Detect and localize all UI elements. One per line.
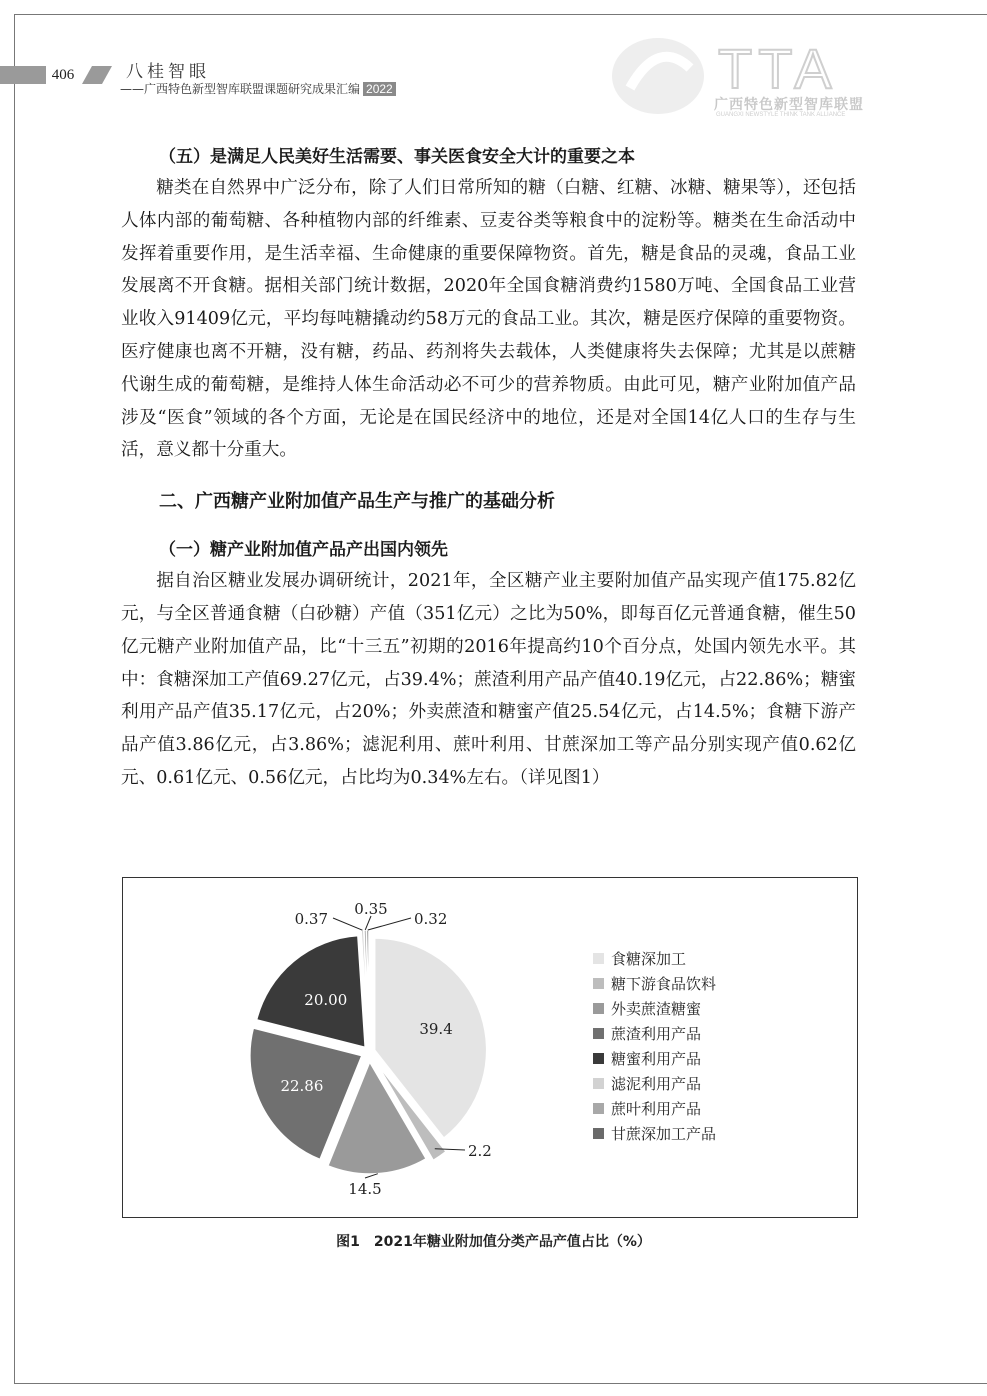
legend-swatch	[593, 953, 604, 964]
pie-leader-line	[365, 916, 371, 930]
logo-english: GUANGXI NEWSTYLE THINK TANK ALLIANCE	[716, 112, 846, 118]
legend-swatch	[593, 978, 604, 989]
legend-label: 糖下游食品饮料	[611, 975, 717, 993]
legend-swatch	[593, 1128, 604, 1139]
pie-data-label: 22.86	[280, 1077, 324, 1096]
legend-swatch	[593, 1003, 604, 1014]
figure-caption: 图1 2021年糖业附加值分类产品产值占比（%）	[336, 1234, 651, 1250]
page-number: 406	[51, 67, 75, 83]
chart-legend	[593, 946, 716, 1146]
legend-swatch	[593, 1103, 604, 1114]
running-subtitle-text: ——广西特色新型智库联盟课题研究成果汇编	[120, 82, 361, 96]
section-5-paragraph: 糖类在自然界中广泛分布，除了人们日常所知的糖（白糖、红糖、冰糖、糖果等），还包括人体内部的葡萄糖、各种植物内部的纤维素、豆麦谷类等粮食中的淀粉等。糖类在生命活动中发挥着重要作用，是生活幸福、生命健康的重要保障物资。首先，糖是食品的灵魂，食品工业发展离不开食糖。据相关部门统计数据，2020年全国食糖消费约1580万吨、全国食品工业营业收入91409亿元，平均每吨糖撬动约58万元的食品工业。其次，糖是医疗保障的重要物资。医疗健康也离不开糖，没有糖，药品、药剂将失去载体，人类健康将失去保障；尤其是以蔗糖代谢生成的葡萄糖，是维持人体生命活动必不可少的营养物质。由此可见，糖产业附加值产品涉及“医食”领域的各个方面，无论是在国民经济中的地位，还是对全国14亿人口的生存与生活，意义都十分重大。	[121, 178, 856, 461]
section-heading-5: （五）是满足人民美好生活需要、事关医食安全大计的重要之本	[159, 147, 635, 167]
legend-label: 外卖蔗渣糖蜜	[611, 1000, 702, 1018]
pie-data-label: 20.00	[304, 991, 348, 1010]
page-frame-top	[14, 14, 987, 15]
legend-item	[593, 1121, 716, 1146]
legend-label: 食糖深加工	[611, 950, 687, 968]
section-heading-1: （一）糖产业附加值产品产出国内领先	[159, 540, 448, 561]
pie-chart	[123, 878, 857, 1217]
year-badge: 2022	[363, 82, 396, 96]
legend-item	[593, 996, 716, 1021]
legend-swatch	[593, 1053, 604, 1064]
legend-label: 蔗叶利用产品	[611, 1100, 702, 1118]
pie-data-label: 0.32	[414, 910, 448, 928]
legend-swatch	[593, 1078, 604, 1089]
main-content	[121, 142, 856, 795]
pie-leader-line	[368, 918, 411, 930]
page-frame-bottom	[14, 1383, 987, 1384]
legend-label: 滤泥利用产品	[611, 1075, 702, 1093]
legend-item	[593, 1071, 716, 1096]
pie-data-label: 14.5	[348, 1180, 382, 1198]
legend-item	[593, 971, 716, 996]
header-bar	[0, 66, 46, 84]
logo-name: 广西特色新型智库联盟	[714, 97, 864, 113]
page-frame-left	[14, 14, 15, 1384]
header-slash-decoration	[82, 66, 112, 84]
legend-label: 糖蜜利用产品	[611, 1050, 702, 1068]
pie-data-label: 2.2	[468, 1142, 492, 1160]
legend-item	[593, 1021, 716, 1046]
chapter-heading-2: 二、广西糖产业附加值产品生产与推广的基础分析	[159, 491, 555, 513]
legend-swatch	[593, 1028, 604, 1039]
legend-item	[593, 1046, 716, 1071]
legend-item	[593, 1096, 716, 1121]
legend-label: 蔗渣利用产品	[611, 1025, 702, 1043]
running-title: 八桂智眼	[126, 62, 210, 82]
legend-item	[593, 946, 716, 971]
pie-data-label: 0.35	[354, 900, 388, 918]
logo-letters: TTA	[718, 37, 838, 100]
legend-label: 甘蔗深加工产品	[611, 1125, 717, 1143]
pie-leader-line	[333, 918, 362, 930]
section-1-paragraph: 据自治区糖业发展办调研统计，2021年，全区糖产业主要附加值产品实现产值175.82亿元，与全区普通食糖（白砂糖）产值（351亿元）之比为50%，即每百亿元普通食糖，催生50亿元糖产业附加值产品，比“十三五”初期的2016年提高约10个百分点，处国内领先水平。其中：食糖深加工产值69.27亿元，占39.4%；蔗渣利用产品产值40.19亿元，占22.86%；糖蜜利用产品产值35.17亿元，占20%；外卖蔗渣和糖蜜产值25.54亿元，占14.5%；食糖下游产品产值3.86亿元，占3.86%；滤泥利用、蔗叶利用、甘蔗深加工等产品分别实现产值0.62亿元、0.61亿元、0.56亿元，占比均为0.34%左右。（详见图1）	[121, 571, 856, 788]
pie-chart-figure	[122, 877, 858, 1218]
running-subtitle	[120, 80, 396, 97]
pie-data-label: 39.4	[419, 1019, 453, 1038]
pie-data-label: 0.37	[294, 910, 328, 928]
